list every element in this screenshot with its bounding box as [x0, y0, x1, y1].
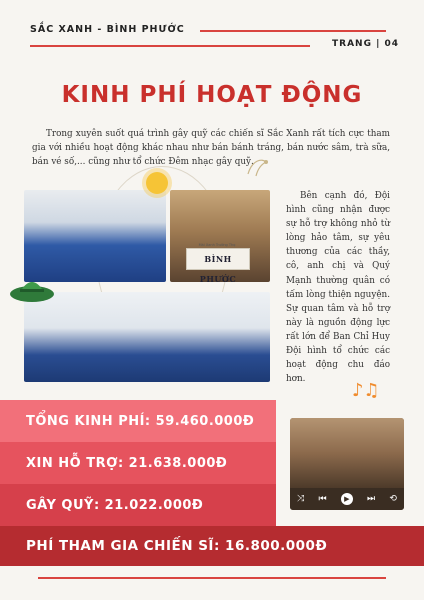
play-icon[interactable]: ▶: [341, 493, 353, 505]
support-bar: XIN HỖ TRỢ: 21.638.000Đ: [0, 442, 276, 484]
header-rule-left: [30, 45, 310, 47]
header-title: SẮC XANH - BÌNH PHƯỚC: [30, 24, 185, 35]
sun-icon: [146, 172, 168, 194]
team-photo-wide: [24, 292, 270, 382]
shuffle-icon[interactable]: ⤨: [297, 494, 305, 504]
repeat-icon[interactable]: ⟲: [389, 494, 397, 504]
player-controls: [290, 488, 404, 510]
header-rule-top: [200, 30, 386, 32]
music-notes-icon: ♪♫: [352, 380, 380, 401]
sign-label: BÌNH PHƯỚC: [186, 248, 250, 270]
previous-icon[interactable]: ⏮: [318, 494, 327, 504]
participation-fee-bar: PHÍ THAM GIA CHIẾN SĨ: 16.800.000Đ: [0, 526, 424, 566]
team-photo-group: [24, 190, 166, 282]
next-icon[interactable]: ⏭: [367, 494, 376, 504]
fundraise-bar: GÂY QUỸ: 21.022.000Đ: [0, 484, 276, 526]
music-player: [290, 418, 404, 510]
footer-rule: [38, 577, 386, 579]
ornament-icon: [244, 154, 270, 180]
concert-photo: [290, 418, 404, 488]
page-title: KINH PHÍ HOẠT ĐỘNG: [61, 82, 363, 108]
sign-caption-small: Mái Xanh Trường Thọ: [198, 243, 236, 247]
page-number: TRANG | 04: [332, 39, 400, 49]
side-paragraph: Bên cạnh đó, Đội hình cũng nhận được sự hỗ trợ không nhỏ từ lòng hảo tâm, sự yêu thương của các thầy, cô, anh chị và Quý Mạnh thường quân có tấm lòng thiện nguyện. Sự quan tâm và hỗ trợ này là nguồn động lực rất lớn để Ban Chỉ Huy Đội hình tổ chức các hoạt động chu đáo hơn.: [286, 191, 390, 385]
intro-paragraph: Trong xuyên suốt quá trình gây quỹ các chiến sĩ Sắc Xanh rất tích cực tham gia với nhiều hoạt động khác nhau như bán bánh tráng, bán nước sâm, trà sữa, bán vé số,... cũng như tổ chức Đêm nhạc gây quỹ.: [32, 129, 390, 167]
hat-icon: [8, 270, 56, 306]
total-budget-bar: TỔNG KINH PHÍ: 59.460.000Đ: [0, 400, 276, 442]
